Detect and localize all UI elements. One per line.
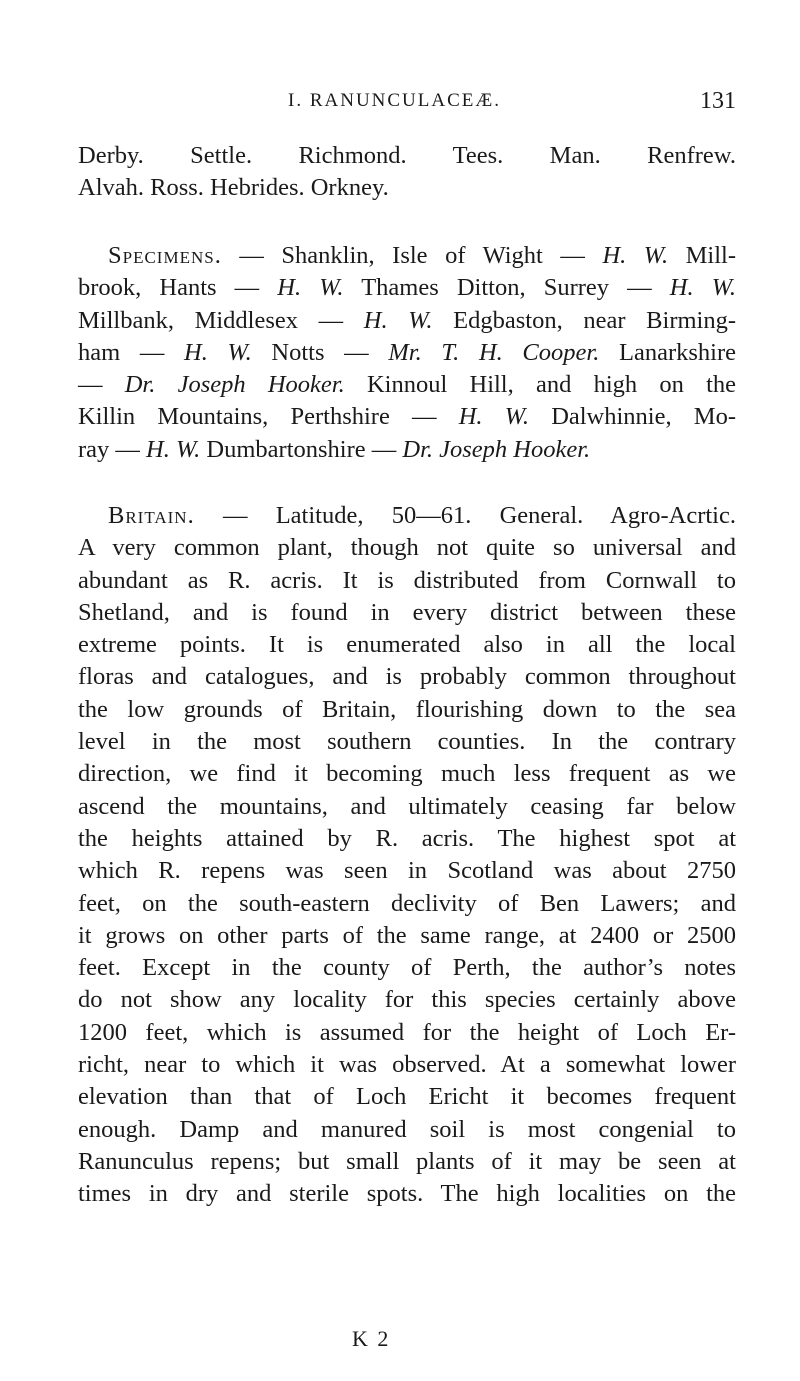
text-line: elevation than that of Loch Ericht it becomes frequent — [78, 1083, 736, 1111]
text-line: level in the most southern counties. In the contrary — [78, 728, 736, 756]
book-page — [78, 0, 736, 1381]
text-line: 1200 feet, which is assumed for the height of Loch Er- — [78, 1018, 736, 1046]
britain-paragraph — [78, 500, 736, 1211]
text-line: Britain. — Latitude, 50—61. General. Agro-Acrtic. — [108, 502, 736, 529]
text-line: abundant as R. acris. It is distributed from Cornwall to — [78, 566, 736, 594]
text-line: floras and catalogues, and is probably common throughout — [78, 663, 736, 691]
text-line: the low grounds of Britain, flourishing down to the sea — [78, 695, 736, 723]
text-line: Shetland, and is found in every district between these — [78, 598, 736, 626]
text-line: direction, we find it becoming much less frequent as we — [78, 760, 736, 788]
text-line: — Dr. Joseph Hooker. Kinnoul Hill, and high on the — [78, 371, 737, 399]
text-line: ascend the mountains, and ultimately ceasing far below — [78, 792, 736, 820]
running-title: I. RANUNCULACEÆ. — [288, 90, 502, 111]
text-line: Killin Mountains, Perthshire — H. W. Dalwhinnie, Mo- — [78, 403, 736, 431]
text-line: richt, near to which it was observed. At a somewhat lower — [78, 1051, 736, 1079]
localities-paragraph — [78, 140, 736, 205]
signature-mark: K 2 — [352, 1326, 391, 1351]
text-line: feet, on the south-eastern declivity of Ben Lawers; and — [78, 889, 736, 917]
text-line: which R. repens was seen in Scotland was about 2750 — [78, 857, 736, 885]
text-line: enough. Damp and manured soil is most congenial to — [78, 1115, 736, 1143]
text-line: Derby. Settle. Richmond. Tees. Man. Renfrew. — [78, 142, 736, 169]
text-line: the heights attained by R. acris. The highest spot at — [78, 824, 736, 852]
text-line: extreme points. It is enumerated also in all the local — [78, 631, 736, 659]
specimens-paragraph — [78, 240, 736, 466]
text-line: brook, Hants — H. W. Thames Ditton, Surrey — H. W. — [78, 274, 736, 302]
text-line: ray — H. W. Dumbartonshire — Dr. Joseph Hooker. — [78, 435, 591, 463]
text-line: ham — H. W. Notts — Mr. T. H. Cooper. Lanarkshire — [78, 338, 737, 366]
text-line: Millbank, Middlesex — H. W. Edgbaston, near Birming- — [78, 306, 736, 334]
britain-heading: Britain. — [108, 502, 195, 529]
text-line: it grows on other parts of the same range, at 2400 or 2500 — [78, 921, 736, 949]
specimens-heading: Specimens. — [108, 242, 222, 269]
text-line: Alvah. Ross. Hebrides. Orkney. — [78, 174, 389, 202]
running-head — [78, 90, 736, 120]
text-line: A very common plant, though not quite so universal and — [78, 534, 736, 562]
text-line: do not show any locality for this species certainly above — [78, 986, 736, 1014]
page-number: 131 — [700, 88, 736, 114]
text-line: times in dry and sterile spots. The high localities on the — [78, 1180, 736, 1208]
text-line: Ranunculus repens; but small plants of it may be seen at — [78, 1147, 736, 1175]
text-line: Specimens. — Shanklin, Isle of Wight — H. W. Mill- — [108, 242, 736, 269]
text-line: feet. Except in the county of Perth, the author’s notes — [78, 954, 736, 982]
